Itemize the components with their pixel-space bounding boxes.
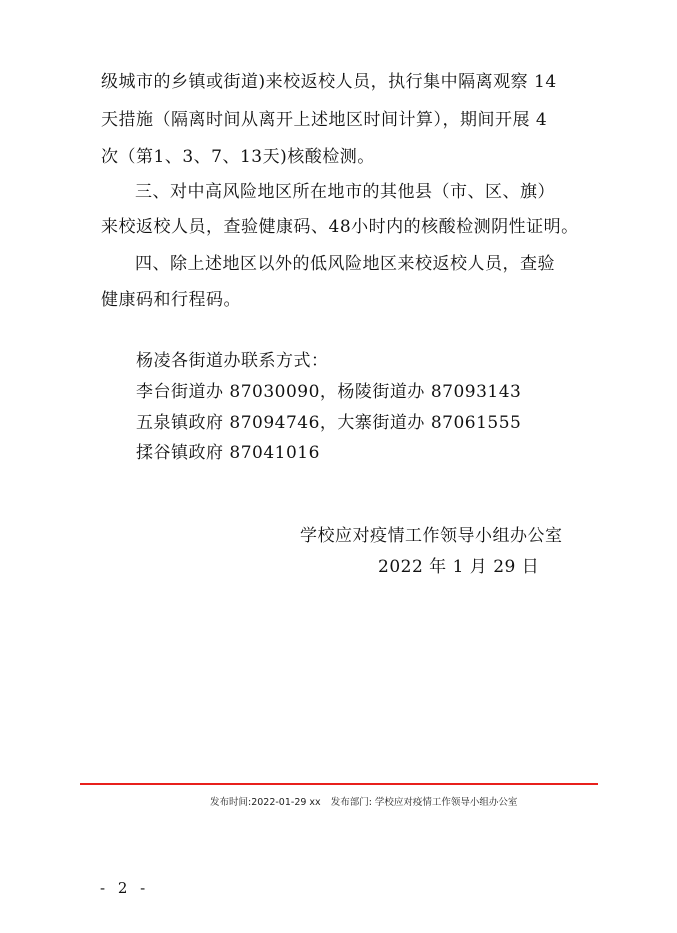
contact-line: 李台街道办 87030090，杨陵街道办 87093143 bbox=[136, 382, 522, 402]
page-number: - 2 - bbox=[100, 879, 150, 897]
published-department: 发布部门: 学校应对疫情工作领导小组办公室 bbox=[330, 797, 518, 808]
contact-line: 五泉镇政府 87094746，大寨街道办 87061555 bbox=[136, 413, 522, 433]
footer-divider bbox=[80, 783, 598, 785]
signature-office: 学校应对疫情工作领导小组办公室 bbox=[300, 526, 563, 546]
body-line: 健康码和行程码。 bbox=[101, 290, 241, 310]
signature-date: 2022 年 1 月 29 日 bbox=[378, 557, 540, 577]
body-line: 天措施（隔离时间从离开上述地区时间计算），期间开展 4 bbox=[101, 110, 548, 130]
published-time: 发布时间:2022-01-29 xx bbox=[210, 797, 321, 808]
contacts-heading: 杨凌各街道办联系方式： bbox=[136, 351, 329, 371]
body-line: 四、除上述地区以外的低风险地区来校返校人员，查验 bbox=[135, 254, 555, 274]
body-line: 三、对中高风险地区所在地市的其他县（市、区、旗） bbox=[135, 182, 555, 202]
body-line: 级城市的乡镇或街道)来校返校人员，执行集中隔离观察 14 bbox=[101, 72, 557, 92]
contact-line: 揉谷镇政府 87041016 bbox=[136, 443, 320, 463]
body-line: 来校返校人员，查验健康码、48小时内的核酸检测阴性证明。 bbox=[101, 217, 579, 237]
body-line: 次（第1、3、7、13天)核酸检测。 bbox=[101, 147, 375, 167]
footer-meta bbox=[210, 796, 517, 810]
